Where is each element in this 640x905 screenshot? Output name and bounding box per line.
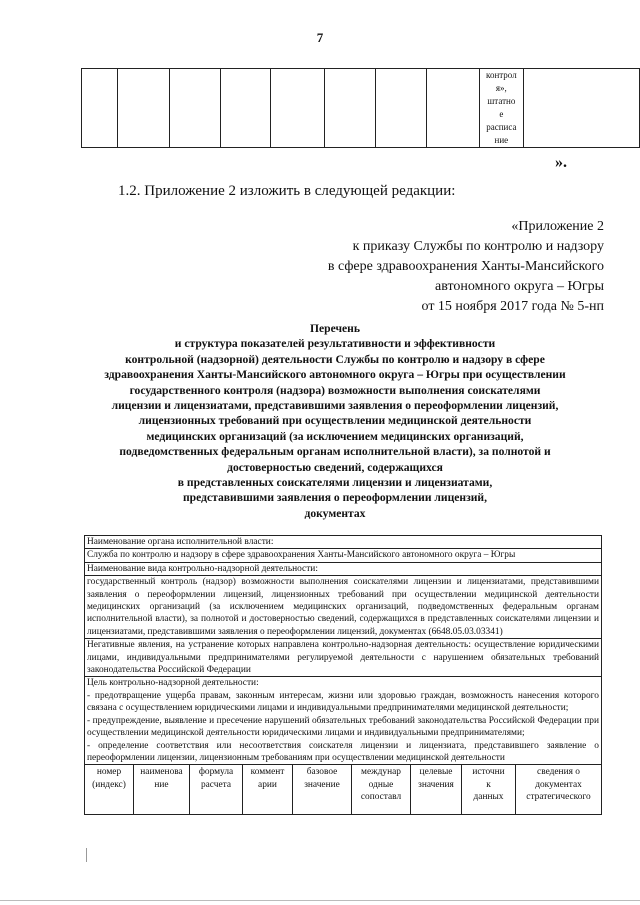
column-header-line: значение	[304, 779, 340, 790]
column-header-line: данных	[473, 792, 504, 803]
column-header-line: источни	[472, 767, 505, 778]
column-header-line: одные	[368, 779, 394, 790]
title-line: медицинских организаций (за исключением медицинских организаций,	[146, 429, 524, 443]
table-cell	[221, 69, 271, 148]
goals-block	[85, 676, 601, 764]
cell-line: ние	[494, 135, 509, 145]
title-line: государственного контроля (надзора) возможности выполнения соискателями	[129, 383, 541, 397]
title-line: достоверностью сведений, содержащихся	[227, 460, 443, 474]
column-header-line: базовое	[306, 767, 338, 778]
organ-value: Служба по контролю и надзору в сфере здравоохранения Ханты-Мансийского автономного округа – Югры	[85, 548, 601, 561]
appendix-line: «Приложение 2	[511, 219, 604, 234]
column-header	[242, 765, 292, 814]
column-header-line: номер	[96, 767, 122, 778]
cell-line: контрол	[486, 70, 517, 80]
activity-label: Наименование вида контрольно-надзорной деятельности:	[85, 562, 601, 575]
table-cell	[117, 69, 169, 148]
continued-table-fragment	[81, 68, 640, 148]
appendix-header	[204, 217, 604, 317]
column-header	[515, 765, 601, 814]
column-header-line: междунар	[361, 767, 401, 778]
title-line: документах	[304, 506, 366, 520]
table-cell	[480, 69, 524, 148]
appendix-line: к приказу Службы по контролю и надзору	[352, 239, 604, 254]
table-header-row	[85, 764, 601, 814]
column-header-line: сведения о	[537, 767, 580, 778]
cell-line: расписа	[486, 122, 517, 132]
column-header-line: к	[486, 779, 491, 790]
title-line: Перечень	[310, 322, 360, 335]
column-header-line: коммент	[250, 767, 285, 778]
page-number: 7	[316, 30, 324, 45]
title-line: лицензионных требований при осуществлении медицинской деятельности	[138, 414, 532, 428]
organ-label: Наименование органа исполнительной власти:	[87, 537, 274, 547]
title-line: лицензии и лицензиатами, представившими заявления о переоформлении лицензий,	[111, 399, 559, 413]
column-header-line: стратегического	[526, 792, 591, 803]
table-cell	[325, 69, 376, 148]
negative-phenomena: Негативные явления, на устранение которых направлена контрольно-надзорная деятельность: осуществление юридическими лицами, индивидуальными предпринимателями регулируемой деятельности с нарушением обязательных требований законодательства Российской Федерации	[87, 640, 599, 676]
column-header-line: расчета	[200, 779, 232, 790]
column-header-line: сопоставл	[360, 792, 402, 803]
closing-quote: ».	[555, 154, 567, 171]
indicators-table	[84, 535, 602, 815]
title-line: здравоохранения Ханты-Мансийского автономного округа – Югры при осуществлении	[104, 368, 566, 382]
column-header-line: наименова	[140, 767, 183, 778]
column-header-line: арии	[258, 779, 277, 790]
appendix-line: от 15 ноября 2017 года № 5-нп	[421, 299, 604, 314]
goal-label: Цель контрольно-надзорной деятельности:	[87, 678, 259, 689]
column-header	[189, 765, 242, 814]
title-line: подведомственных федеральным органам исполнительной власти), за полнотой и	[119, 445, 551, 459]
title-line: в представленных соискателями лицензии и лицензиатами,	[177, 476, 493, 490]
cell-line: я»,	[495, 83, 507, 93]
table-row	[82, 69, 640, 148]
table-cell	[376, 69, 427, 148]
column-header-line: целевые	[419, 767, 453, 778]
column-header-line: ние	[154, 779, 169, 790]
title-line: представившими заявления о переоформлении лицензий,	[182, 491, 488, 505]
appendix-line: автономного округа – Югры	[435, 279, 604, 294]
title-line: контрольной (надзорной) деятельности Службы по контролю и надзору в сфере	[125, 352, 545, 366]
table-cell	[427, 69, 480, 148]
amendment-clause: 1.2. Приложение 2 изложить в следующей редакции:	[118, 183, 456, 199]
goal-item: - предотвращение ущерба правам, законным интересам, жизни или здоровью граждан, возможность нанесения которого связана с осуществлением юридическими лицами и индивидуальными предпринимателями медицинской деятельности;	[87, 690, 599, 714]
goal-item: - определение соответствия или несоответствия соискателя лицензии и лицензиата, представившего заявление о переоформлении лицензии, лицензионным требованиям при осуществлении медицинской деятельности	[87, 740, 599, 763]
cell-line: штатно	[487, 96, 516, 106]
table-cell	[82, 69, 118, 148]
goal-item: - предупреждение, выявление и пресечение нарушений обязательных требований законодательства Российской Федерации при осуществлении медицинской деятельности юридическими лицами и индивидуальными предпринимателями;	[87, 715, 599, 739]
column-header	[351, 765, 410, 814]
column-header-line: значения	[418, 779, 454, 790]
column-header-line: формула	[198, 767, 234, 778]
scan-edge	[0, 900, 640, 901]
table-cell	[271, 69, 325, 148]
document-title	[70, 321, 600, 521]
column-header-line: (индекс)	[92, 779, 126, 790]
column-header	[461, 765, 515, 814]
column-header	[410, 765, 461, 814]
table-cell	[169, 69, 221, 148]
column-header	[85, 765, 133, 814]
scan-mark	[86, 848, 87, 862]
activity-value: государственный контроль (надзор) возможности выполнения соискателями лицензии и лицензиатами, представившими заявления о переоформлении лицензий, лицензионных требований при осуществлении медицинской деятельности медицинских организаций (за исключением медицинских организаций, подведомственных федеральным органам исполнительной власти), за полнотой и достоверностью сведений, содержащихся в представленных соискателями лицензии и лицензиатами, представившими заявления о переоформлении лицензий, документах (6648.05.03.03341)	[87, 577, 599, 637]
column-header	[133, 765, 189, 814]
title-line: и структура показателей результативности и эффективности	[174, 337, 496, 351]
column-header	[292, 765, 351, 814]
appendix-line: в сфере здравоохранения Ханты-Мансийского	[327, 259, 604, 274]
cell-line: е	[499, 109, 504, 119]
table-cell	[523, 69, 639, 148]
column-header-line: документах	[535, 779, 582, 790]
